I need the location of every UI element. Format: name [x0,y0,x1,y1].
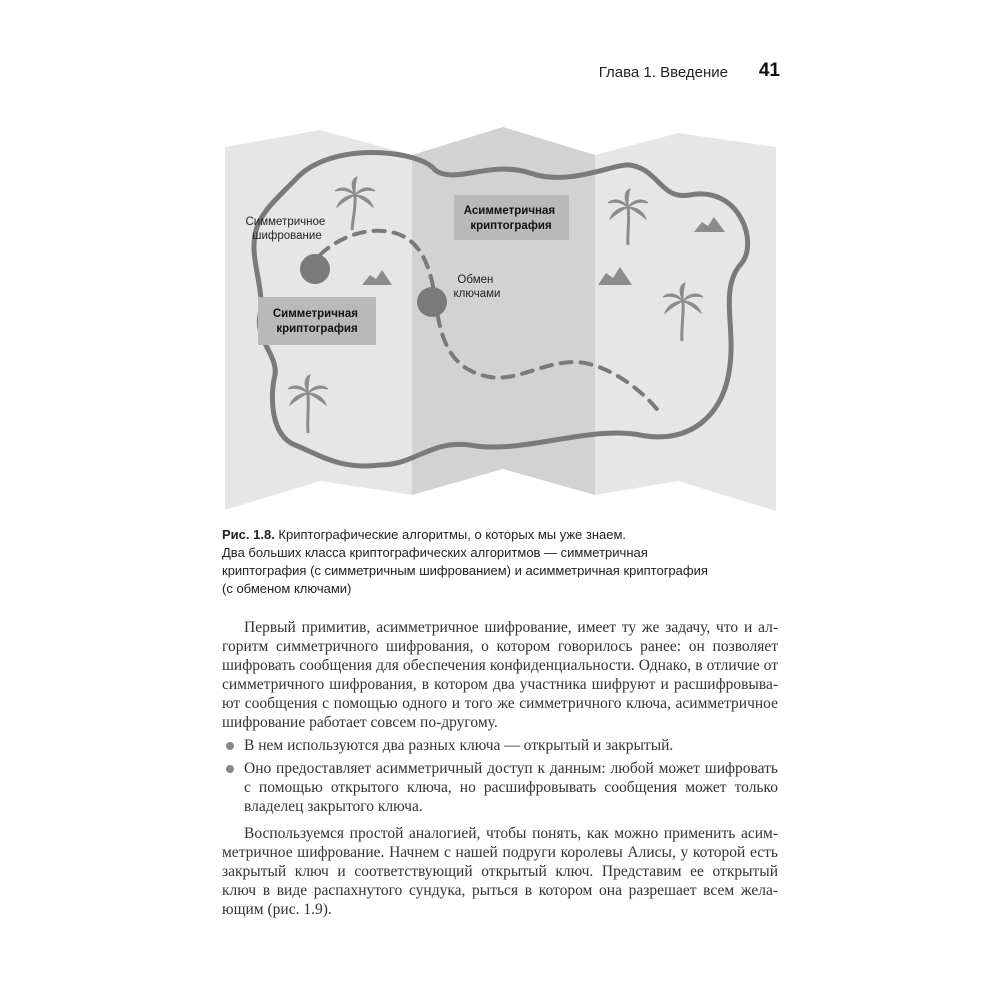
page-number: 41 [758,60,780,81]
bullet-item [222,759,778,816]
label-box-symmetric-crypto [258,297,376,345]
text-line: метричное шифрование. Начнем с нашей подруги королевы Алисы, у которой есть [222,844,778,861]
running-head [560,58,780,88]
text-line: горитм симметричного шифрования, о котором говорилось ранее: он позволяет [222,638,778,655]
caption-line: криптография (с симметричным шифрованием) и асимметричная криптография [222,563,708,578]
label-asymmetric-crypto: Асимметричная криптография [463,205,556,232]
label-key-exchange: Обмен ключами [453,274,501,300]
caption-label: Рис. 1.8. [222,527,275,542]
text-line: владелец закрытого ключа. [244,798,423,815]
bullet-icon [226,742,234,750]
text-line: ющим (рис. 1.9). [222,901,332,918]
text-line: Оно предоставляет асимметричный доступ к данным: любой может шифровать [244,760,778,777]
text-line: симметричного шифрования, в котором два участника шифруют и расшифровыва- [222,676,778,693]
marker-symmetric [300,254,330,284]
bullet-list [222,736,778,820]
text-line: шифрование работает совсем по-другому. [222,714,498,731]
figure-caption [222,526,782,598]
text-line: закрытый ключ и соответствующий открытый ключ. Представим ее открытый [222,863,778,880]
bullet-item [222,736,778,755]
map-panel-right [595,133,776,511]
caption-line: (с обменом ключами) [222,581,352,596]
bullet-icon [226,765,234,773]
text-line: с помощью открытого ключа, но расшифровывать сообщения может только [244,779,778,796]
marker-key-exchange [417,287,447,317]
caption-line [222,526,782,544]
text-line: Первый примитив, асимметричное шифрование, имеет ту же задачу, что и ал- [244,619,778,636]
label-symmetric-encryption: Симметричное шифрование [245,216,326,242]
text-line: В нем используются два разных ключа — открытый и закрытый. [244,737,674,754]
caption-line: Два больших класса криптографических алгоритмов — симметричная [222,545,648,560]
text-line: шифровать сообщения для обеспечения конфиденциальности. Однако, в отличие от [222,657,778,674]
chapter-title: Глава 1. Введение [598,64,728,81]
label-symmetric-crypto: Симметричная криптография [272,308,358,335]
figure-treasure-map [220,125,780,517]
text-line: ключ в виде распахнутого сундука, рыться в котором она разрешает всем жела- [222,882,778,899]
label-box-asymmetric-crypto [454,195,569,240]
paragraph-analogy [222,824,778,919]
caption-text: Криптографические алгоритмы, о которых мы уже знаем. [274,527,627,542]
text-line: ют сообщения с помощью одного и того же симметричного ключа, асимметричное [222,695,778,712]
map-illustration [220,125,780,517]
text-line: Воспользуемся простой аналогией, чтобы понять, как можно применить асим- [244,825,778,842]
paragraph-asymmetric-intro [222,618,778,732]
